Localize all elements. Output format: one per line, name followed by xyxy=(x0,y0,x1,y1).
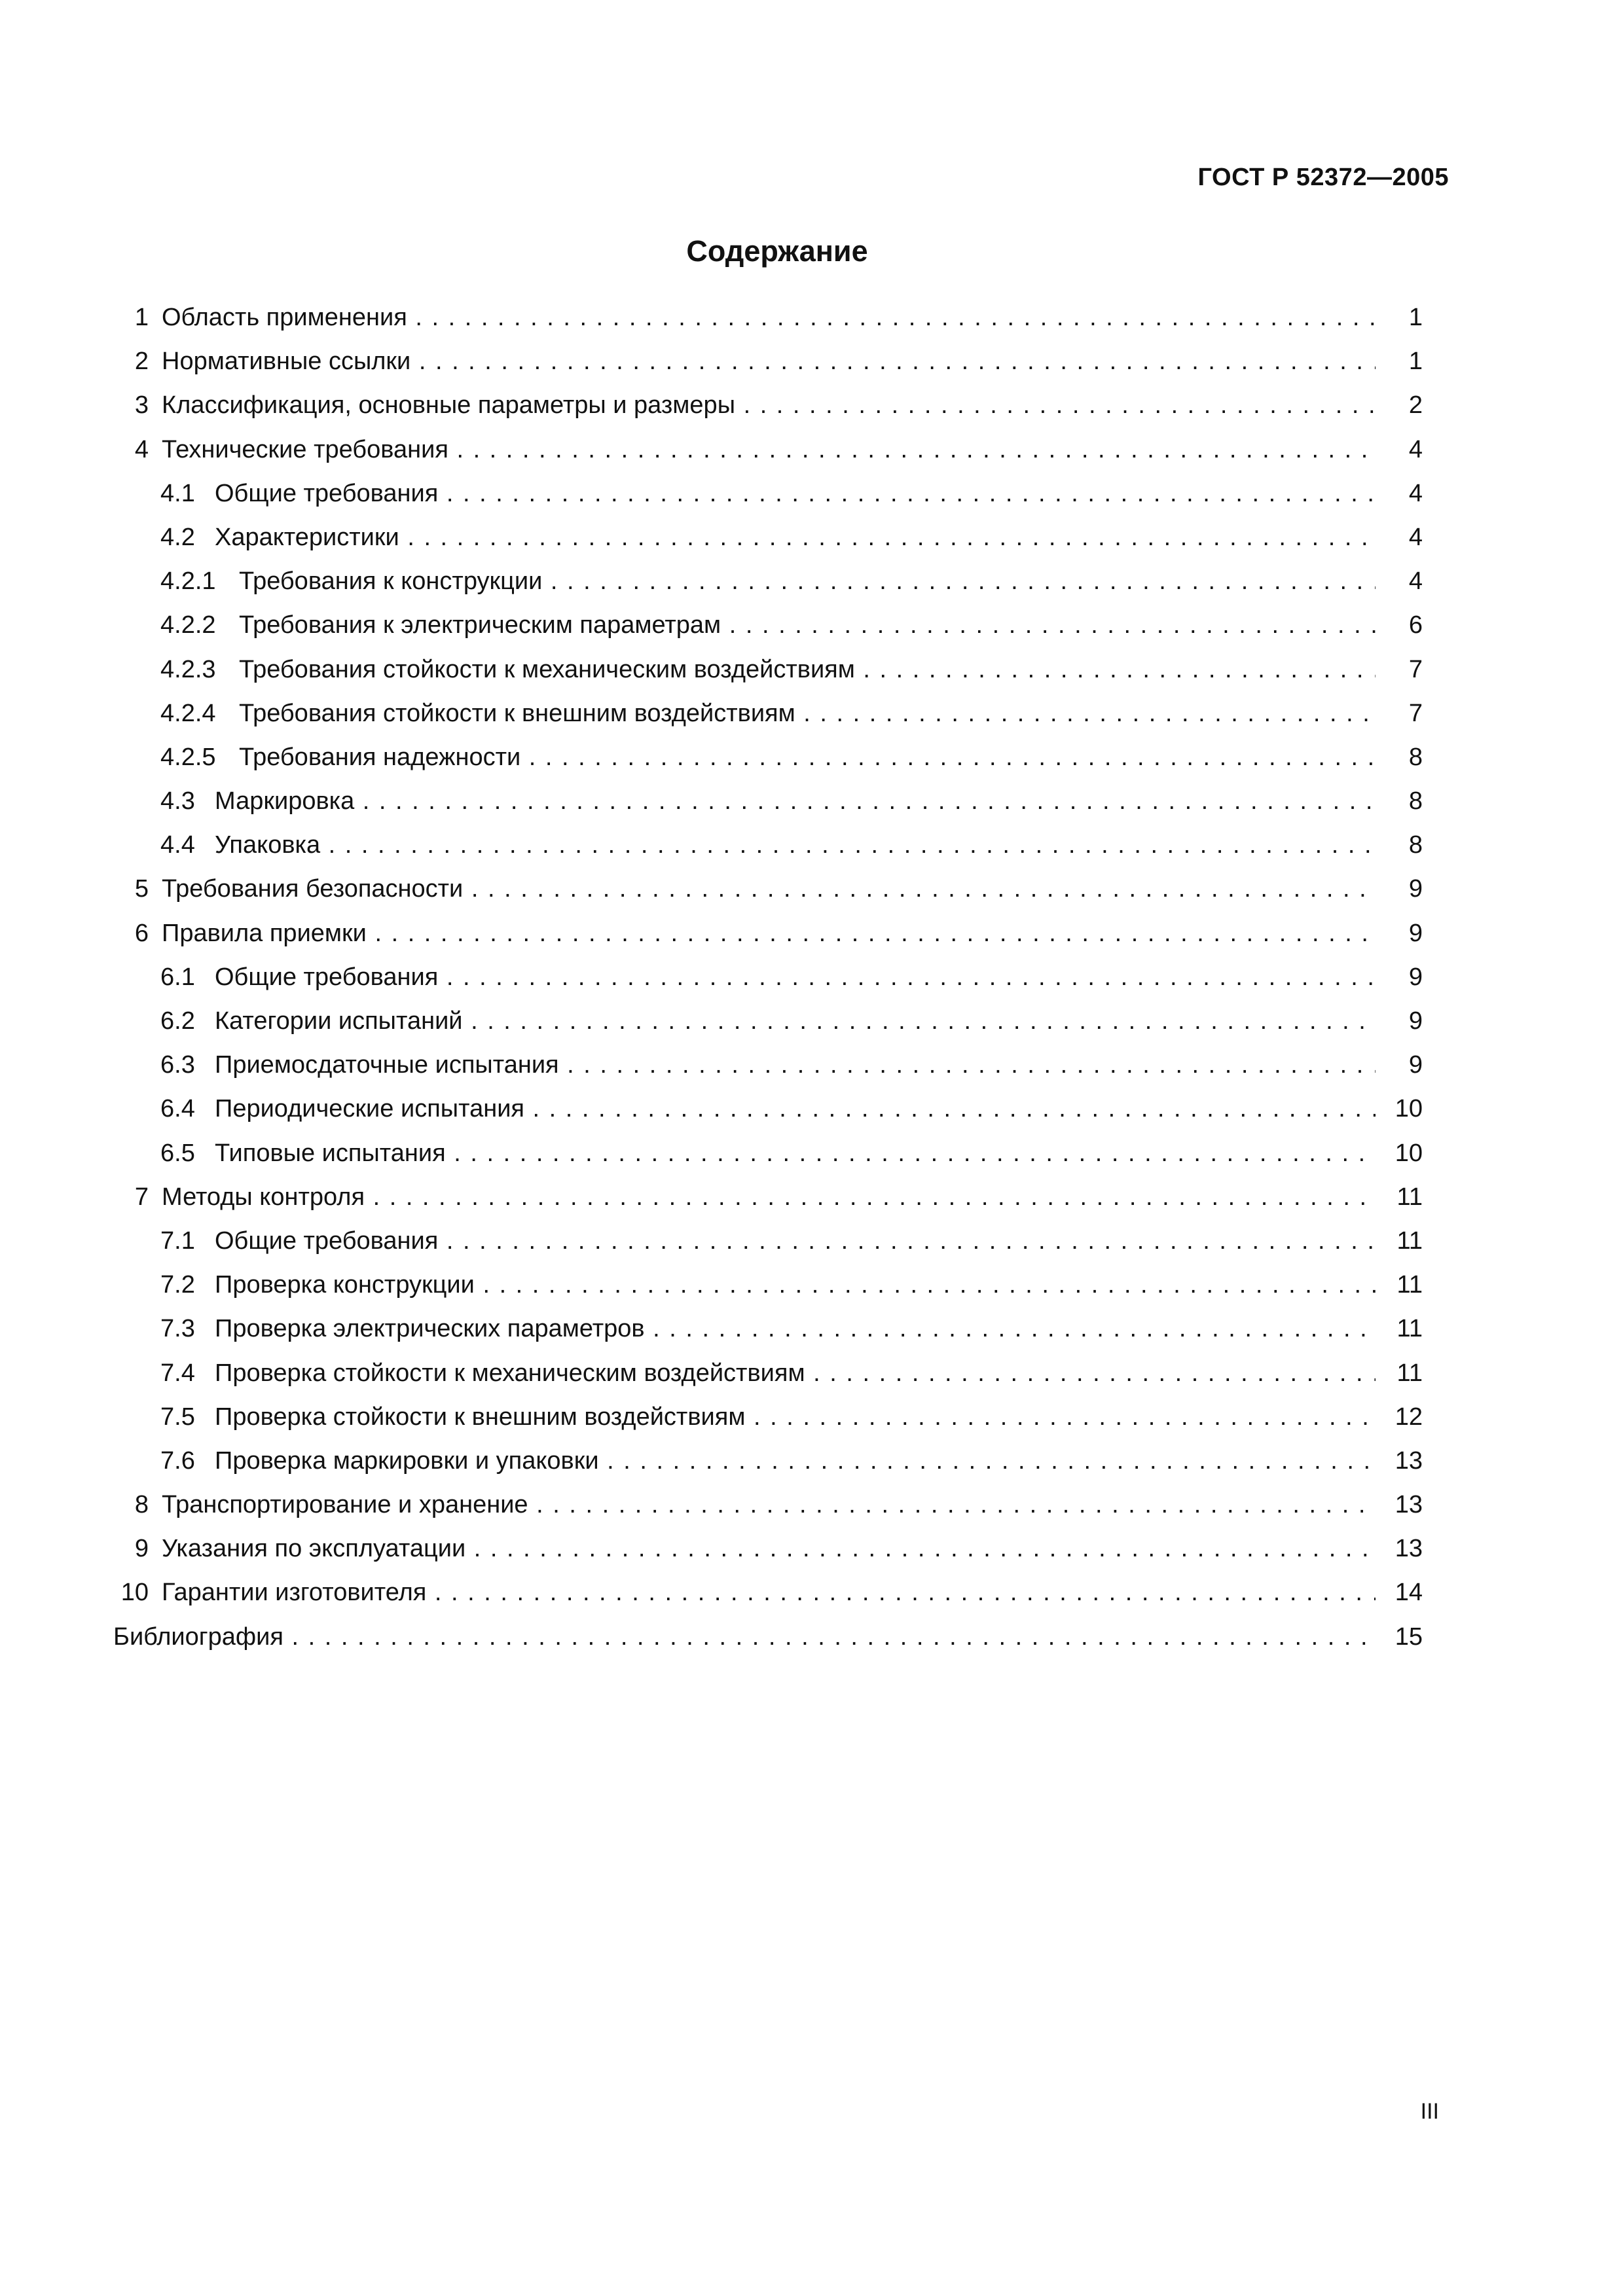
toc-entry-page: 11 xyxy=(1376,1358,1423,1388)
toc-entry[interactable] xyxy=(115,302,1423,346)
toc-entry-number: 6 xyxy=(134,919,149,947)
toc-entry-number: 6.4 xyxy=(160,1095,195,1123)
toc-entry-number: 6.2 xyxy=(160,1007,195,1035)
toc-entry-label xyxy=(160,1226,1376,1256)
toc-entry-title: Проверка электрических параметров xyxy=(215,1315,645,1343)
toc-entry-number: 4.2.1 xyxy=(160,567,216,596)
toc-entry-label xyxy=(160,655,1376,685)
toc-entry[interactable] xyxy=(115,1490,1423,1534)
toc-entry[interactable] xyxy=(115,874,1423,918)
toc-entry-page: 15 xyxy=(1376,1622,1423,1652)
toc-entry-page: 4 xyxy=(1376,566,1423,596)
toc-entry[interactable] xyxy=(115,1270,1423,1314)
toc-entry-label xyxy=(160,1314,1376,1344)
toc-entry-label xyxy=(115,1490,1376,1520)
toc-entry-page: 13 xyxy=(1376,1490,1423,1520)
toc-entry-title: Библиография xyxy=(113,1623,283,1651)
toc-entry-number: 4 xyxy=(134,435,149,463)
toc-entry-number: 7 xyxy=(134,1183,149,1211)
toc-entry-title: Область применения xyxy=(162,304,407,331)
toc-entry-title: Категории испытаний xyxy=(215,1007,463,1035)
toc-entry-title: Общие требования xyxy=(215,1227,439,1255)
toc-entry-page: 7 xyxy=(1376,655,1423,685)
toc-entry-page: 13 xyxy=(1376,1446,1423,1476)
toc-entry-number: 1 xyxy=(134,304,149,331)
toc-entry-page: 9 xyxy=(1376,874,1423,904)
toc-entry-number: 7.2 xyxy=(160,1271,195,1299)
toc-entry-label xyxy=(113,1622,1376,1652)
toc-entry-label xyxy=(115,1182,1376,1212)
toc-entry-label xyxy=(160,830,1376,860)
toc-entry[interactable] xyxy=(115,435,1423,478)
toc-entry-label xyxy=(115,918,1376,948)
toc-entry-title: Упаковка xyxy=(215,831,321,859)
toc-entry-label xyxy=(160,566,1376,596)
toc-entry[interactable] xyxy=(115,610,1423,654)
toc-entry-page: 4 xyxy=(1376,522,1423,552)
toc-entry-number: 9 xyxy=(134,1535,149,1563)
toc-entry-label xyxy=(160,1138,1376,1168)
page-number: III xyxy=(1420,2099,1439,2124)
toc-entry-page: 1 xyxy=(1376,346,1423,376)
toc-entry-page: 10 xyxy=(1376,1138,1423,1168)
toc-entry-number: 7.4 xyxy=(160,1359,195,1387)
toc-entry-title: Гарантии изготовителя xyxy=(162,1579,427,1607)
toc-entry[interactable] xyxy=(115,1534,1423,1577)
toc-entry-page: 7 xyxy=(1376,698,1423,728)
toc-entry-page: 8 xyxy=(1376,786,1423,816)
toc-entry-title: Указания по эксплуатации xyxy=(162,1535,466,1563)
toc-entry[interactable] xyxy=(115,1226,1423,1270)
toc-entry-number: 7.3 xyxy=(160,1315,195,1343)
toc-entry-page: 11 xyxy=(1376,1270,1423,1300)
toc-entry-number: 3 xyxy=(134,391,149,420)
toc-entry-number: 6.1 xyxy=(160,963,195,991)
table-of-contents xyxy=(115,302,1423,1666)
toc-entry-title: Требования безопасности xyxy=(162,875,464,903)
toc-entry[interactable] xyxy=(115,1358,1423,1402)
toc-entry-number: 4.4 xyxy=(160,831,195,859)
toc-entry-title: Характеристики xyxy=(215,523,399,551)
toc-entry-label xyxy=(160,786,1376,816)
toc-entry-number: 2 xyxy=(134,348,149,376)
toc-entry-number: 7.1 xyxy=(160,1227,195,1255)
toc-entry-number: 4.2.3 xyxy=(160,655,216,683)
toc-entry-label xyxy=(115,1577,1376,1607)
toc-entry-page: 2 xyxy=(1376,390,1423,420)
toc-entry[interactable] xyxy=(115,1182,1423,1226)
toc-entry[interactable] xyxy=(115,1138,1423,1182)
toc-entry[interactable] xyxy=(115,1094,1423,1138)
toc-entry-number: 4.2.5 xyxy=(160,743,216,771)
toc-entry-label xyxy=(160,742,1376,772)
toc-entry-number: 4.3 xyxy=(160,787,195,816)
toc-entry[interactable] xyxy=(115,478,1423,522)
toc-entry-page: 13 xyxy=(1376,1534,1423,1564)
toc-entry[interactable] xyxy=(115,962,1423,1006)
toc-entry[interactable] xyxy=(115,1314,1423,1357)
toc-entry-title: Нормативные ссылки xyxy=(162,348,411,376)
toc-entry-number: 6.5 xyxy=(160,1139,195,1167)
toc-entry-number: 5 xyxy=(134,875,149,903)
toc-entry-label xyxy=(160,1006,1376,1036)
toc-entry-number: 7.6 xyxy=(160,1446,195,1475)
toc-entry[interactable] xyxy=(115,918,1423,962)
toc-entry-title: Правила приемки xyxy=(162,919,367,947)
toc-entry[interactable] xyxy=(115,1622,1423,1666)
toc-entry[interactable] xyxy=(115,698,1423,742)
toc-entry-page: 10 xyxy=(1376,1094,1423,1124)
toc-entry-page: 6 xyxy=(1376,610,1423,640)
toc-entry-number: 4.2.4 xyxy=(160,699,216,727)
toc-entry[interactable] xyxy=(115,830,1423,874)
toc-entry-label xyxy=(160,1094,1376,1124)
toc-entry-number: 4.2.2 xyxy=(160,611,216,639)
toc-entry-label xyxy=(115,874,1376,904)
toc-entry-page: 4 xyxy=(1376,435,1423,465)
toc-entry[interactable] xyxy=(115,742,1423,786)
toc-entry-page: 14 xyxy=(1376,1577,1423,1607)
toc-entry-page: 11 xyxy=(1376,1182,1423,1212)
toc-entry-label xyxy=(160,1402,1376,1432)
toc-entry-title: Периодические испытания xyxy=(215,1095,524,1123)
toc-entry[interactable] xyxy=(115,1006,1423,1050)
toc-entry-label xyxy=(115,1534,1376,1564)
toc-entry-title: Требования к конструкции xyxy=(239,567,543,596)
document-code: ГОСТ Р 52372—2005 xyxy=(1197,164,1449,191)
toc-entry-title: Технические требования xyxy=(162,435,448,463)
toc-entry-label xyxy=(160,698,1376,728)
toc-entry[interactable] xyxy=(115,1446,1423,1490)
toc-entry-page: 8 xyxy=(1376,830,1423,860)
toc-entry-title: Классификация, основные параметры и размеры xyxy=(162,391,736,420)
toc-entry-label xyxy=(160,962,1376,992)
toc-entry-label xyxy=(160,1050,1376,1080)
toc-entry-title: Требования стойкости к внешним воздействиям xyxy=(239,699,795,727)
toc-entry-title: Проверка стойкости к механическим воздействиям xyxy=(215,1359,805,1387)
toc-entry-number: 4.2 xyxy=(160,523,195,551)
toc-entry[interactable] xyxy=(115,522,1423,566)
toc-entry-title: Общие требования xyxy=(215,963,439,991)
toc-entry-page: 9 xyxy=(1376,962,1423,992)
toc-entry[interactable] xyxy=(115,1577,1423,1621)
toc-entry-label xyxy=(115,302,1376,332)
toc-entry-page: 8 xyxy=(1376,742,1423,772)
toc-entry-page: 4 xyxy=(1376,478,1423,509)
toc-entry-title: Методы контроля xyxy=(162,1183,365,1211)
toc-entry-title: Требования надежности xyxy=(239,743,521,771)
toc-entry-label xyxy=(160,1446,1376,1476)
toc-entry-title: Типовые испытания xyxy=(215,1139,446,1167)
toc-entry-number: 7.5 xyxy=(160,1403,195,1431)
toc-entry-title: Приемосдаточные испытания xyxy=(215,1051,559,1079)
toc-entry-title: Требования стойкости к механическим воздействиям xyxy=(239,655,855,683)
toc-entry-label xyxy=(160,610,1376,640)
toc-entry-label xyxy=(160,1358,1376,1388)
toc-entry[interactable] xyxy=(115,786,1423,830)
toc-entry[interactable] xyxy=(115,1050,1423,1094)
toc-entry-title: Проверка конструкции xyxy=(215,1271,475,1299)
toc-entry-label xyxy=(160,522,1376,552)
toc-entry[interactable] xyxy=(115,566,1423,610)
toc-entry-title: Проверка маркировки и упаковки xyxy=(215,1446,599,1475)
toc-entry-page: 1 xyxy=(1376,302,1423,332)
toc-entry-number: 8 xyxy=(134,1491,149,1519)
toc-entry-label xyxy=(160,478,1376,509)
toc-entry-title: Транспортирование и хранение xyxy=(162,1491,528,1519)
toc-entry[interactable] xyxy=(115,1402,1423,1446)
toc-entry-page: 9 xyxy=(1376,918,1423,948)
toc-entry[interactable] xyxy=(115,390,1423,434)
toc-entry[interactable] xyxy=(115,655,1423,698)
toc-entry-number: 4.1 xyxy=(160,479,195,507)
toc-entry-page: 11 xyxy=(1376,1314,1423,1344)
toc-entry-page: 9 xyxy=(1376,1050,1423,1080)
toc-entry-label xyxy=(115,390,1376,420)
toc-entry-title: Общие требования xyxy=(215,479,439,507)
toc-entry-label xyxy=(160,1270,1376,1300)
toc-entry-page: 11 xyxy=(1376,1226,1423,1256)
toc-entry[interactable] xyxy=(115,346,1423,390)
toc-entry-label xyxy=(115,435,1376,465)
toc-entry-title: Требования к электрическим параметрам xyxy=(239,611,721,639)
toc-entry-page: 12 xyxy=(1376,1402,1423,1432)
toc-entry-title: Маркировка xyxy=(215,787,355,816)
toc-entry-title: Проверка стойкости к внешним воздействиям xyxy=(215,1403,746,1431)
toc-entry-page: 9 xyxy=(1376,1006,1423,1036)
page-title: Содержание xyxy=(686,234,868,268)
toc-entry-label xyxy=(115,346,1376,376)
toc-entry-number: 6.3 xyxy=(160,1051,195,1079)
toc-entry-number: 10 xyxy=(120,1579,149,1607)
